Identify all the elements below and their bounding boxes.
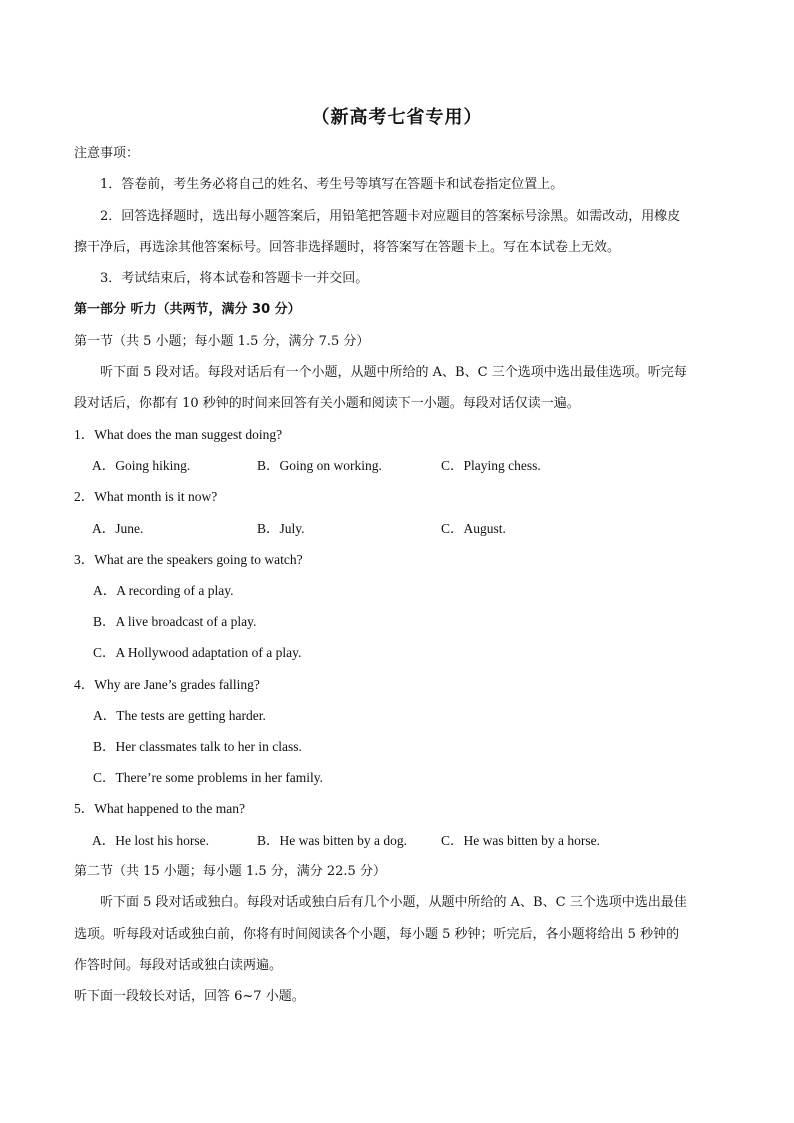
question-3: 3．What are the speakers going to watch?: [74, 552, 303, 567]
question-4: 4．Why are Jane’s grades falling?: [74, 677, 260, 692]
option-a: A．He lost his horse.: [92, 833, 209, 848]
notice-item-1: 1．答卷前，考生务必将自己的姓名、考生号等填写在答题卡和试卷指定位置上。: [100, 177, 564, 192]
question-4-option-a: A．The tests are getting harder.: [93, 708, 266, 723]
notice-item-3: 3．考试结束后，将本试卷和答题卡一并交回。: [100, 271, 369, 286]
option-a: A．June.: [92, 521, 144, 536]
page-title: （新高考七省专用）: [311, 107, 483, 128]
question-4-option-b: B．Her classmates talk to her in class.: [93, 739, 302, 754]
option-b: B．He was bitten by a dog.: [257, 833, 407, 848]
section1-instruction-1: 听下面 5 段对话。每段对话后有一个小题，从题中所给的 A、B、C 三个选项中选出最佳选项。听完每: [100, 365, 687, 380]
notice-heading: 注意事项：: [74, 146, 140, 161]
question-3-option-a: A．A recording of a play.: [93, 583, 234, 598]
section2-instruction-1: 听下面 5 段对话或独白。每段对话或独白后有几个小题，从题中所给的 A、B、C 三个选项中选出最佳: [100, 895, 687, 910]
notice-item-2: 2．回答选择题时，选出每小题答案后，用铅笔把答题卡对应题目的答案标号涂黑。如需改动，用橡皮: [100, 209, 681, 224]
section2-instruction-3: 作答时间。每段对话或独白读两遍。: [74, 958, 283, 973]
section2-sub-instruction: 听下面一段较长对话，回答 6~7 小题。: [74, 989, 305, 1004]
section2-heading: 第二节（共 15 小题；每小题 1.5 分，满分 22.5 分）: [74, 864, 386, 879]
notice-item-2-cont: 擦干净后，再选涂其他答案标号。回答非选择题时，将答案写在答题卡上。写在本试卷上无效。: [74, 240, 621, 255]
question-5: 5．What happened to the man?: [74, 801, 245, 816]
question-3-option-b: B．A live broadcast of a play.: [93, 614, 257, 629]
option-a: A．Going hiking.: [92, 458, 191, 473]
option-c: C．He was bitten by a horse.: [441, 833, 600, 848]
question-4-option-c: C．There’re some problems in her family.: [93, 770, 324, 785]
option-c: C．Playing chess.: [441, 458, 541, 473]
section1-instruction-2: 段对话后，你都有 10 秒钟的时间来回答有关小题和阅读下一小题。每段对话仅读一遍。: [74, 396, 580, 411]
section1-heading: 第一节（共 5 小题；每小题 1.5 分，满分 7.5 分）: [74, 334, 370, 349]
question-3-option-c: C．A Hollywood adaptation of a play.: [93, 645, 302, 660]
option-c: C．August.: [441, 521, 506, 536]
option-b: B．July.: [257, 521, 305, 536]
question-1: 1．What does the man suggest doing?: [74, 427, 283, 442]
part1-heading: 第一部分 听力（共两节，满分 30 分）: [74, 302, 301, 317]
option-b: B．Going on working.: [257, 458, 382, 473]
section2-instruction-2: 选项。听每段对话或独白前，你将有时间阅读各个小题，每小题 5 秒钟；听完后，各小题将给出 5 秒钟的: [74, 927, 680, 942]
question-2: 2．What month is it now?: [74, 489, 218, 504]
